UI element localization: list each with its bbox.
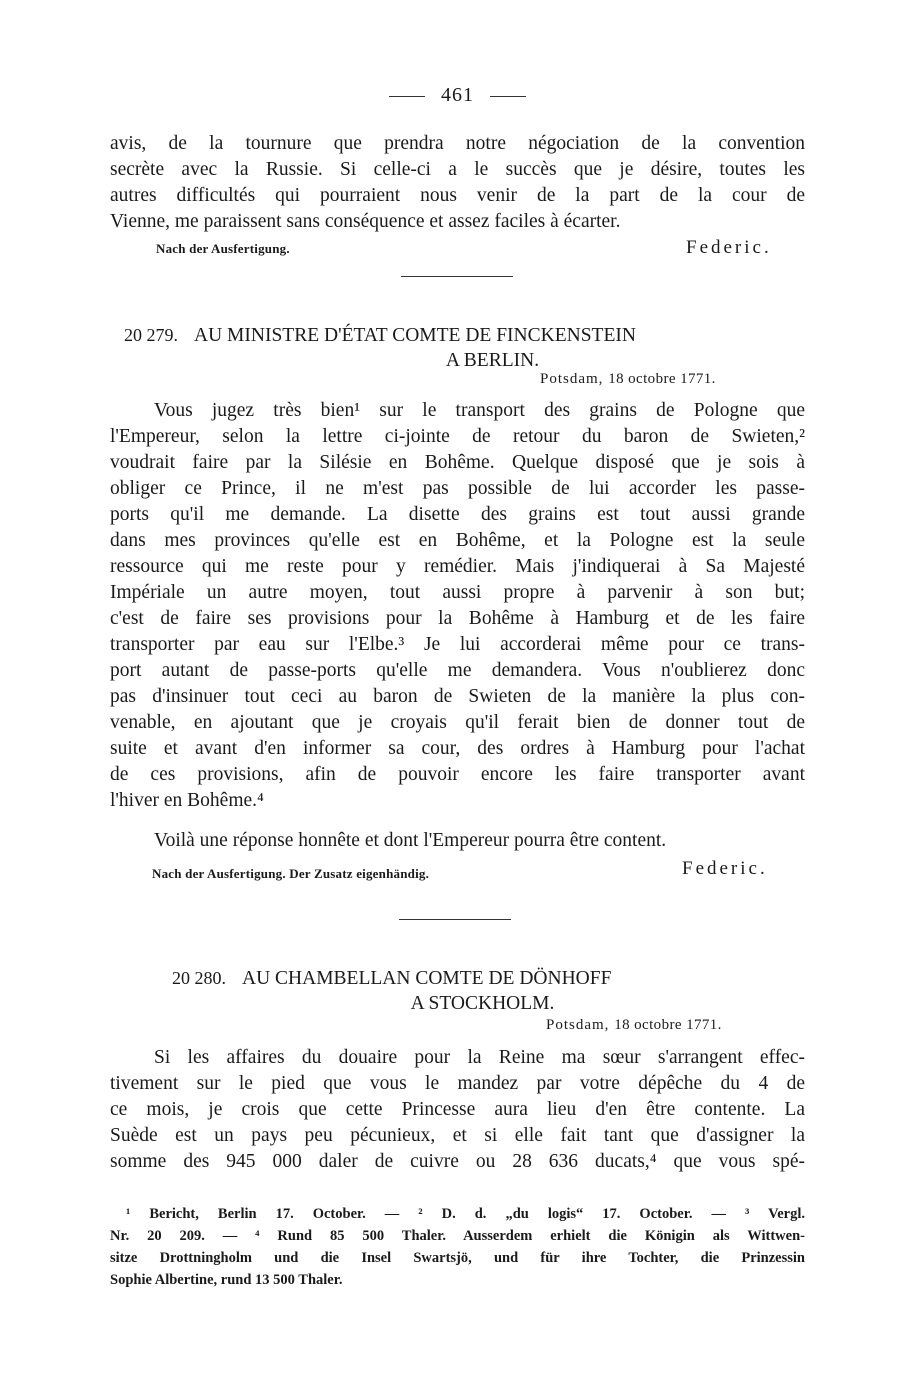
text-line: Voilà une réponse honnête et dont l'Empereur pourra être content.	[154, 830, 667, 851]
page-number: 461	[441, 84, 474, 106]
top-paragraph	[110, 131, 805, 235]
section-divider	[399, 919, 511, 920]
footnote-line: sitze Drottningholm und die Insel Swartsjö, und für ihre Tochter, die Prinzessin	[110, 1250, 805, 1266]
text-line: Si les affaires du douaire pour la Reine ma sœur s'arrangent effec-	[154, 1047, 805, 1068]
text-line: ce mois, je crois que cette Princesse aura lieu d'en être contente. La	[110, 1099, 805, 1120]
footnote-line: ¹ Bericht, Berlin 17. October. — ² D. d. „du logis“ 17. October. — ³ Vergl.	[126, 1206, 805, 1222]
heading-place: A BERLIN.	[445, 350, 540, 371]
date-place: Potsdam,	[540, 371, 604, 387]
section-divider	[401, 276, 513, 277]
letter-heading	[110, 323, 805, 373]
page-header	[110, 84, 805, 107]
text-line: suite et avant d'en informer sa cour, des ordres à Hamburg pour l'achat	[110, 738, 805, 759]
heading-place: A STOCKHOLM.	[410, 993, 555, 1014]
text-line: Suède est un pays peu pécunieux, et si elle fait tant que d'assigner la	[110, 1125, 805, 1146]
signature: Federic.	[682, 858, 768, 879]
text-line: ports qu'il me demande. La disette des grains est tout aussi grande	[110, 504, 805, 525]
heading-recipient: AU MINISTRE D'ÉTAT COMTE DE FINCKENSTEIN	[194, 325, 636, 346]
text-line: avis, de la tournure que prendra notre négociation de la convention	[110, 133, 805, 154]
letter-number: 20 279.	[124, 325, 178, 345]
signature: Federic.	[686, 237, 772, 258]
text-line: somme des 945 000 daler de cuivre ou 28 636 ducats,⁴ que vous spé-	[110, 1151, 805, 1172]
text-line: autres difficultés qui pourraient nous venir de la part de la cour de	[110, 185, 805, 206]
text-line: venable, en ajoutant que je croyais qu'il ferait bien de donner tout de	[110, 712, 805, 733]
text-line: Vous jugez très bien¹ sur le transport des grains de Pologne que	[154, 400, 805, 421]
heading-recipient: AU CHAMBELLAN COMTE DE DÖNHOFF	[242, 968, 612, 989]
source-note: Nach der Ausfertigung. Der Zusatz eigenhändig.	[152, 866, 430, 881]
text-line: transporter par eau sur l'Elbe.³ Je lui accorderai même pour ce trans-	[110, 634, 805, 655]
text-line: Impériale un autre moyen, tout aussi propre à parvenir à son but;	[110, 582, 805, 603]
footnote-line: Nr. 20 209. — ⁴ Rund 85 500 Thaler. Ausserdem erhielt die Königin als Wittwen-	[110, 1228, 805, 1244]
letter-number: 20 280.	[172, 968, 226, 988]
date-value: 18 octobre 1771.	[614, 1017, 722, 1033]
text-line: c'est de faire ses provisions pour la Bohême à Hamburg et de les faire	[110, 608, 805, 629]
text-line: tivement sur le pied que vous le mandez par votre dépêche du 4 de	[110, 1073, 805, 1094]
letter-heading	[110, 966, 805, 1016]
letter-body	[110, 1045, 805, 1175]
text-line: de ces provisions, afin de pouvoir encore les faire transporter avant	[110, 764, 805, 785]
text-line: l'hiver en Bohême.⁴	[110, 790, 264, 811]
text-line: dans mes provinces qu'elle est en Bohême, et la Pologne est la seule	[110, 530, 805, 551]
header-dash-left	[389, 96, 425, 97]
text-line: pas d'insinuer tout ceci au baron de Swieten de la manière la plus con-	[110, 686, 805, 707]
dateline	[540, 371, 716, 388]
letter-body	[110, 398, 805, 814]
text-line: secrète avec la Russie. Si celle-ci a le succès que je désire, toutes les	[110, 159, 805, 180]
text-line: port autant de passe-ports qu'elle me demandera. Vous n'oublierez donc	[110, 660, 805, 681]
text-line: obliger ce Prince, il ne m'est pas possible de lui accorder les passe-	[110, 478, 805, 499]
source-note: Nach der Ausfertigung.	[156, 241, 290, 256]
date-value: 18 octobre 1771.	[608, 371, 716, 387]
text-line: voudrait faire par la Silésie en Bohême. Quelque disposé que je sois à	[110, 452, 805, 473]
text-line: l'Empereur, selon la lettre ci-jointe de retour du baron de Swieten,²	[110, 426, 805, 447]
postscript	[154, 828, 805, 854]
footnotes	[110, 1203, 805, 1291]
text-line: ressource qui me reste pour y remédier. Mais j'indiquerai à Sa Majesté	[110, 556, 805, 577]
dateline	[546, 1017, 722, 1034]
header-dash-right	[490, 96, 526, 97]
text-line: Vienne, me paraissent sans conséquence et assez faciles à écarter.	[110, 211, 621, 232]
footnote-line: Sophie Albertine, rund 13 500 Thaler.	[110, 1272, 343, 1288]
date-place: Potsdam,	[546, 1017, 610, 1033]
